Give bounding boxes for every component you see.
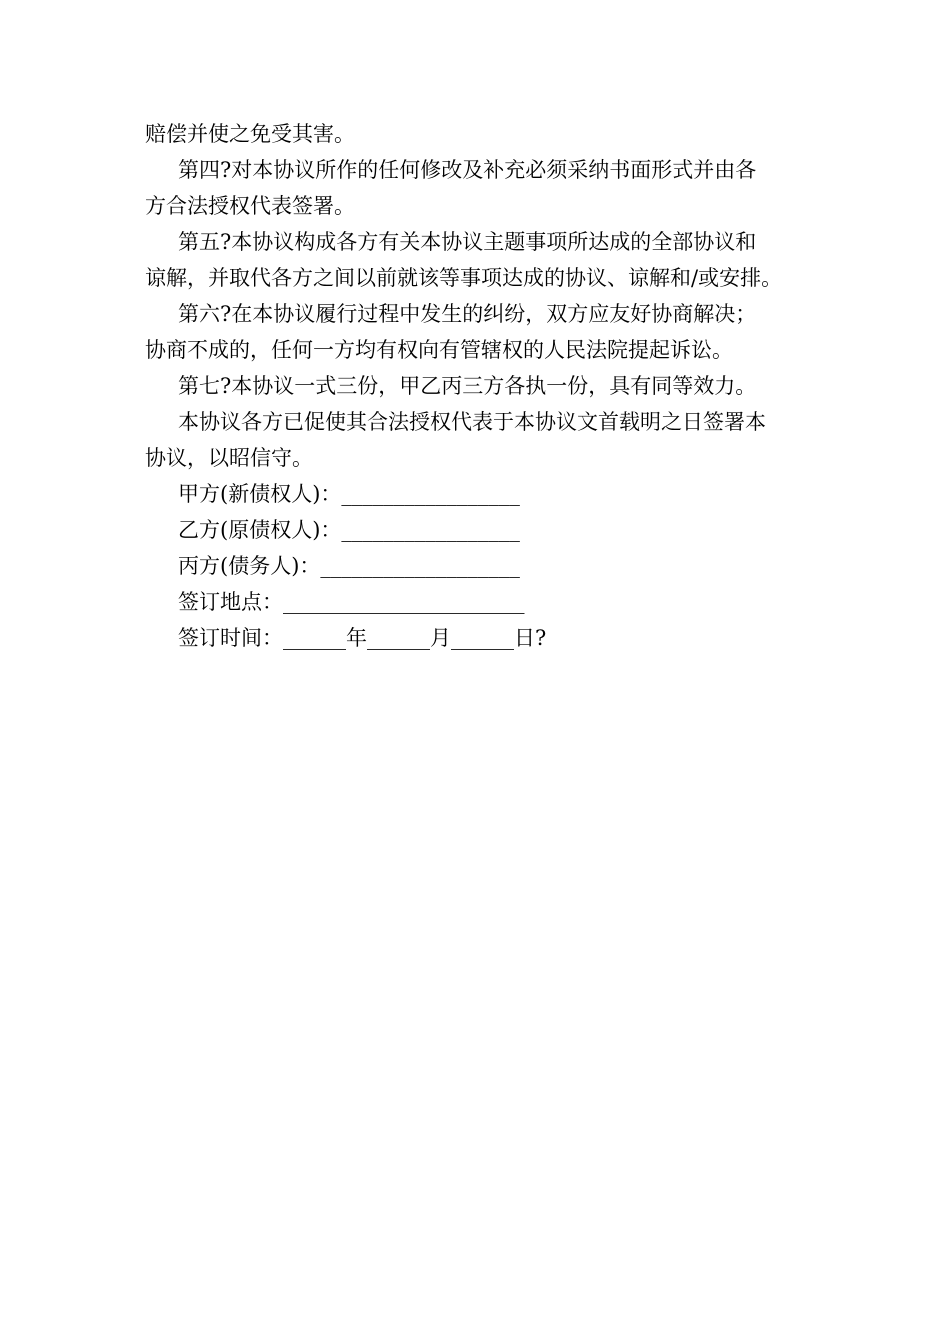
signing-date: 签订时间：______年______月______日? bbox=[178, 626, 547, 650]
paragraph-line: 赔偿并使之免受其害。 bbox=[145, 122, 355, 146]
signature-party-c: 丙方(债务人)：___________________ bbox=[178, 554, 520, 578]
signature-block bbox=[145, 476, 825, 656]
paragraph-line: 第七?本协议一式三份，甲乙丙三方各执一份，具有同等效力。 bbox=[178, 374, 757, 398]
paragraph-line: 第四?对本协议所作的任何修改及补充必须采纳书面形式并由各 bbox=[178, 158, 757, 182]
paragraph-clause-7 bbox=[145, 368, 825, 404]
paragraph-clause-4 bbox=[145, 152, 825, 224]
paragraph-line: 方合法授权代表签署。 bbox=[145, 194, 355, 218]
paragraph-line: 谅解，并取代各方之间以前就该等事项达成的协议、谅解和/或安排。 bbox=[145, 266, 783, 290]
paragraph-clause-6 bbox=[145, 296, 825, 368]
paragraph-line: 第六?在本协议履行过程中发生的纠纷，双方应友好协商解决； bbox=[178, 302, 757, 326]
paragraph-clause-5 bbox=[145, 224, 825, 296]
signature-party-a: 甲方(新债权人)：_________________ bbox=[178, 482, 520, 506]
signature-party-b: 乙方(原债权人)：_________________ bbox=[178, 518, 520, 542]
paragraph-line: 协议，以昭信守。 bbox=[145, 446, 313, 470]
paragraph-line: 第五?本协议构成各方有关本协议主题事项所达成的全部协议和 bbox=[178, 230, 757, 254]
paragraph-line: 协商不成的，任何一方均有权向有管辖权的人民法院提起诉讼。 bbox=[145, 338, 733, 362]
paragraph-indemnity-tail bbox=[145, 116, 825, 152]
paragraph-line: 本协议各方已促使其合法授权代表于本协议文首载明之日签署本 bbox=[178, 410, 766, 434]
paragraph-closing bbox=[145, 404, 825, 476]
signing-place: 签订地点：_______________________ bbox=[178, 590, 525, 614]
document-body bbox=[145, 116, 825, 656]
